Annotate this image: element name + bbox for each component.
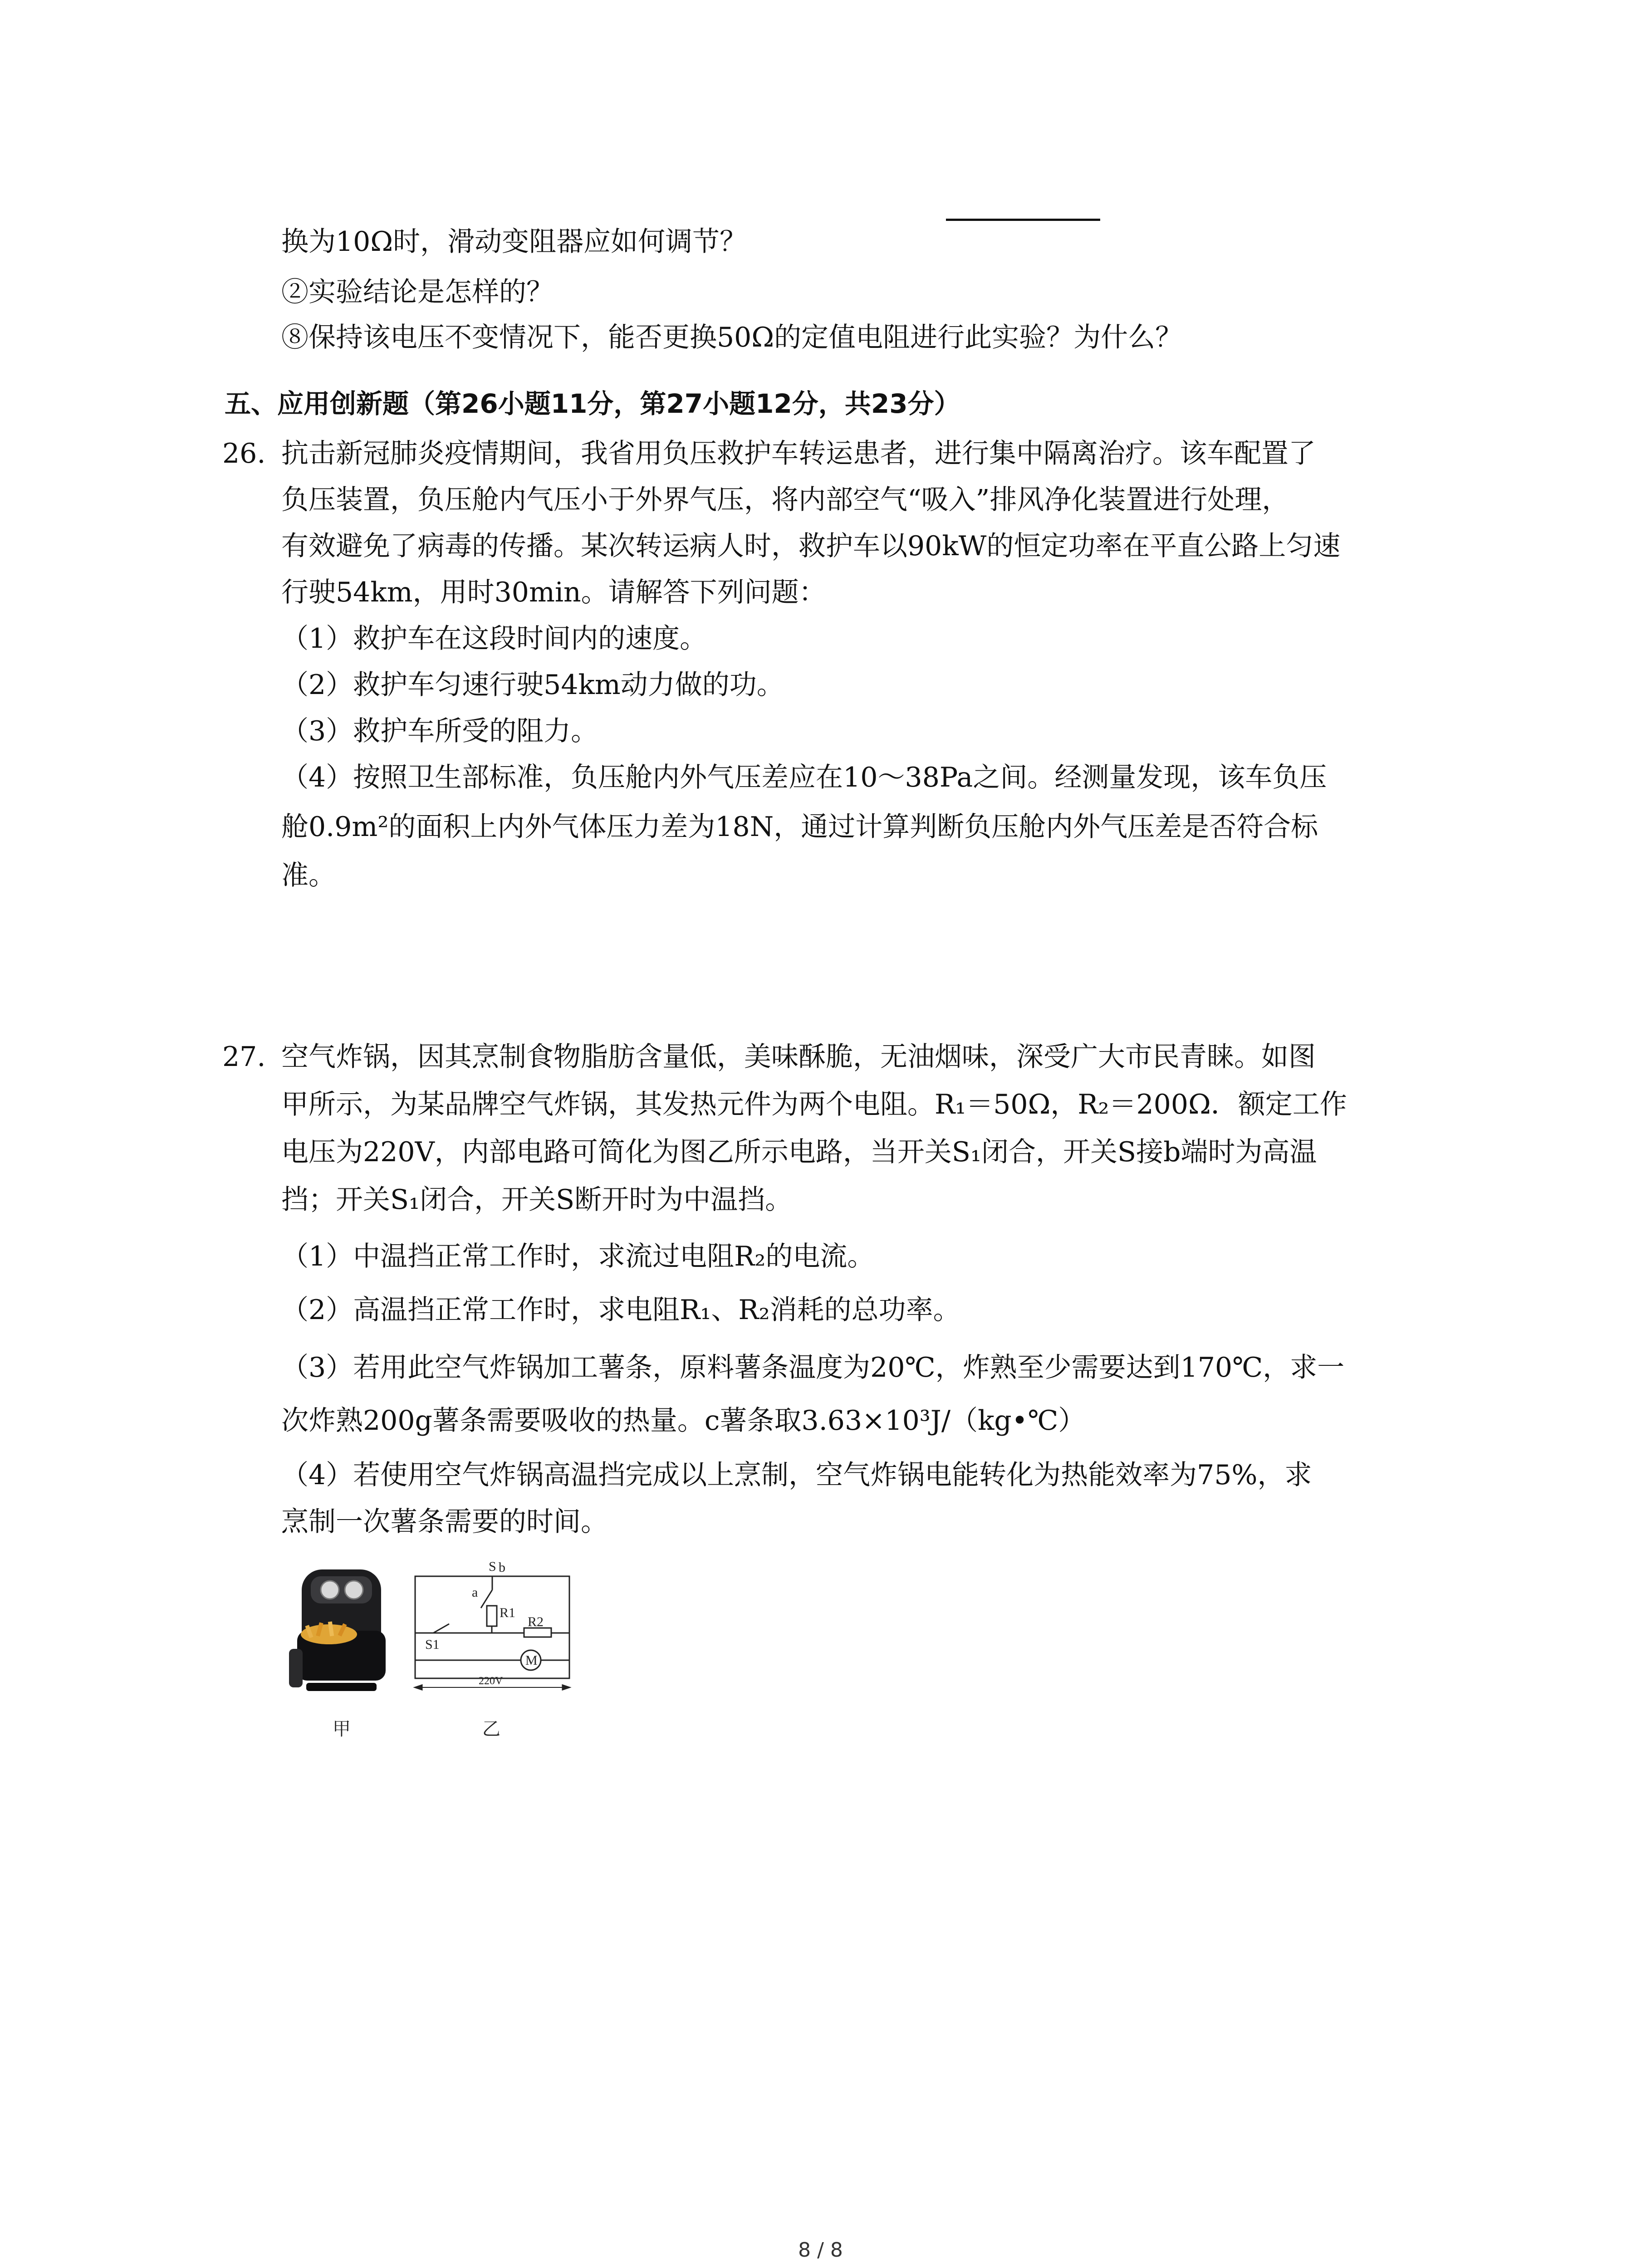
q26-sub-3: （3）救护车所受的阻力。 <box>281 715 598 747</box>
q25-tail-line-1: 换为10Ω时，滑动变阻器应如何调节？ <box>281 226 747 258</box>
q27-sub-4-line-1: （4）若使用空气炸锅高温挡完成以上烹制，空气炸锅电能转化为热能效率为75%，求 <box>281 1459 1312 1491</box>
circuit-diagram <box>415 1576 569 1690</box>
label-s1: S1 <box>425 1637 440 1652</box>
q26-line-3: 有效避免了病毒的传播。某次转运病人时，救护车以90kW的恒定功率在平直公路上匀速 <box>281 530 1341 562</box>
switch-s1 <box>433 1624 449 1633</box>
q25-tail-line-3: ⑧保持该电压不变情况下，能否更换50Ω的定值电阻进行此实验？为什么？ <box>281 322 1183 353</box>
q27-figure <box>279 1554 597 1753</box>
q27-line-1: 空气炸锅，因其烹制食物脂肪含量低，美味酥脆，无油烟味，深受广大市民青睐。如图 <box>281 1041 1316 1073</box>
answer-blank-line <box>946 219 1100 221</box>
label-yi: 乙 <box>482 1719 500 1740</box>
label-r2: R2 <box>528 1614 544 1629</box>
resistor-r2 <box>524 1628 551 1637</box>
q27-line-2: 甲所示，为某品牌空气炸锅，其发热元件为两个电阻。R₁＝50Ω，R₂＝200Ω．额定工作 <box>281 1089 1347 1120</box>
q26-sub-4-line-2: 舱0.9m²的面积上内外气体压力差为18N，通过计算判断负压舱内外气压差是否符合标 <box>281 811 1318 843</box>
q26-sub-2: （2）救护车匀速行驶54km动力做的功。 <box>281 669 784 701</box>
q26-line-2: 负压装置，负压舱内气压小于外界气压，将内部空气“吸入”排风净化装置进行处理， <box>281 484 1289 516</box>
q27-sub-2: （2）高温挡正常工作时，求电阻R₁、R₂消耗的总功率。 <box>281 1294 960 1326</box>
q26-sub-1: （1）救护车在这段时间内的速度。 <box>281 623 707 655</box>
label-220v: 220V <box>479 1675 503 1687</box>
q27-line-4: 挡；开关S₁闭合，开关S断开时为中温挡。 <box>281 1184 793 1216</box>
q27-sub-4-line-2: 烹制一次薯条需要的时间。 <box>281 1506 608 1538</box>
label-jia: 甲 <box>333 1719 351 1740</box>
q26-sub-4-line-3: 准。 <box>281 860 336 891</box>
q27-sub-3-line-2: 次炸熟200g薯条需要吸收的热量。c薯条取3.63×10³J/（kg•℃） <box>281 1405 1086 1437</box>
q26-number: 26. <box>222 438 266 469</box>
q27-number: 27. <box>222 1041 266 1073</box>
label-m: M <box>525 1653 538 1668</box>
q27-sub-1: （1）中温挡正常工作时，求流过电阻R₂的电流。 <box>281 1241 875 1272</box>
label-b: b <box>499 1560 505 1575</box>
q26-sub-4-line-1: （4）按照卫生部标准，负压舱内外气压差应在10～38Pa之间。经测量发现，该车负压 <box>281 762 1327 793</box>
q26-line-1: 抗击新冠肺炎疫情期间，我省用负压救护车转运患者，进行集中隔离治疗。该车配置了 <box>281 438 1316 469</box>
air-fryer-image <box>289 1569 386 1691</box>
resistor-r1 <box>487 1606 497 1626</box>
page-number: 8 / 8 <box>798 2239 843 2262</box>
label-a: a <box>472 1585 478 1600</box>
label-r1: R1 <box>500 1605 516 1620</box>
q27-sub-3-line-1: （3）若用此空气炸锅加工薯条，原料薯条温度为20℃，炸熟至少需要达到170℃，求一 <box>281 1352 1345 1383</box>
section-5-heading: 五、应用创新题（第26小题11分，第27小题12分，共23分） <box>225 388 960 419</box>
q26-line-4: 行驶54km，用时30min。请解答下列问题： <box>281 577 826 608</box>
label-s: S <box>489 1559 496 1574</box>
q27-line-3: 电压为220V，内部电路可简化为图乙所示电路，当开关S₁闭合，开关S接b端时为高温 <box>281 1136 1317 1168</box>
q25-tail-line-2: ②实验结论是怎样的？ <box>281 276 554 308</box>
